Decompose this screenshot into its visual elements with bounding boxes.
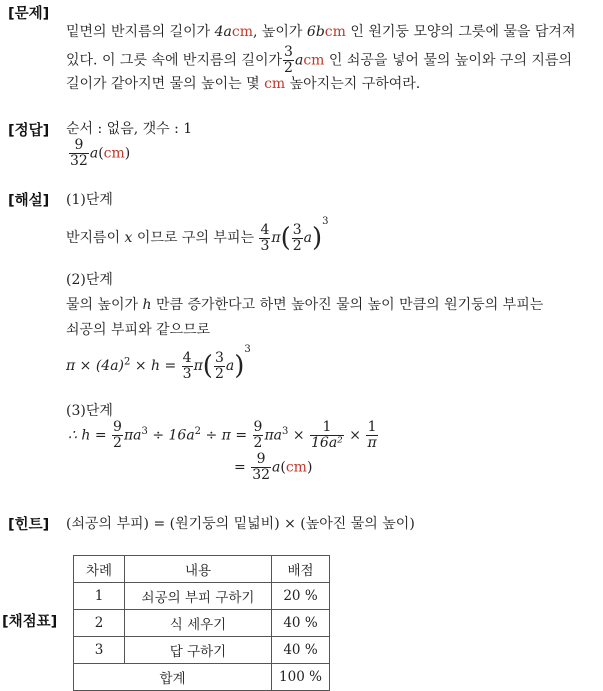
hint-text: (쇠공의 부피) = (원기둥의 밑넓비) × (높아진 물의 높이): [66, 516, 415, 532]
step2-line-2: 쇠공의 부피와 같으므로: [66, 322, 211, 338]
problem-line-3: 길이가 같아지면 물의 높이는 몇 cm 높아지는지 구하여라.: [66, 76, 421, 92]
table-row: 1 쇠공의 부피 구하기 20 %: [74, 583, 330, 610]
answer-meta: 순서 : 없음, 갯수 : 1: [66, 121, 193, 137]
step1-formula: 반지름이 x 이므로 구의 부피는 $\frac{4}{3}$ π( $\frac{3}{2}$ a)$^3$: [66, 216, 329, 254]
step1-title: (1)단계: [66, 192, 113, 208]
step2-equation: $\pi \times (4a)^2 \times h$ = $\frac{4}{3}$ π( $\frac{3}{2}$ a)$^3$: [66, 344, 251, 382]
answer-value: $\frac{9}{32}$ a(cm): [70, 137, 131, 169]
table-header-row: [74, 556, 330, 583]
rubric-label: [채점표]: [2, 614, 58, 630]
answer-label: [정답]: [8, 123, 50, 139]
hint-label: [힌트]: [8, 517, 50, 533]
header-score: 배점: [272, 556, 330, 583]
table-row: 3 답 구하기 40 %: [74, 637, 330, 664]
table-row: 2 식 세우기 40 %: [74, 610, 330, 637]
total-label: 합계: [74, 664, 272, 691]
problem-label: [문제]: [8, 6, 50, 22]
step2-title: (2)단계: [66, 272, 113, 288]
rubric-table: [73, 555, 330, 691]
fraction: $\frac{3}{2}$: [284, 44, 293, 76]
step3-equation-1: ∴ h = $\frac{9}{2}$ $\pi a^3 \div 16a^2 \div \pi$ = $\frac{9}{2}$ $\pi a^3$ × $\frac{1}{\text{16a²}}$ × $\frac{1}{\pi}$: [68, 419, 377, 451]
total-value: 100 %: [272, 664, 330, 691]
step2-line-1: 물의 높이가 h 만큼 증가한다고 하면 높아진 물의 높이 만큼의 원기둥의 부피는: [66, 297, 544, 313]
problem-line-2: 있다. 이 그릇 속에 반지름의 길이가 $\frac{3}{2}$ acm 인 쇠공을 넣어 물의 높이와 구의 지름의: [66, 44, 572, 76]
fraction: $\frac{9}{32}$: [70, 137, 88, 169]
step3-equation-2: = $\frac{9}{32}$ a(cm): [234, 451, 313, 483]
step3-title: (3)단계: [66, 403, 113, 419]
header-content: 내용: [125, 556, 272, 583]
solution-label: [해설]: [8, 193, 50, 209]
header-order: 차례: [74, 556, 125, 583]
table-total-row: [74, 664, 330, 691]
problem-line-1: 밑면의 반지름의 길이가 4acm, 높이가 6bcm 인 원기둥 모양의 그릇에 물을 담겨져: [66, 24, 576, 40]
